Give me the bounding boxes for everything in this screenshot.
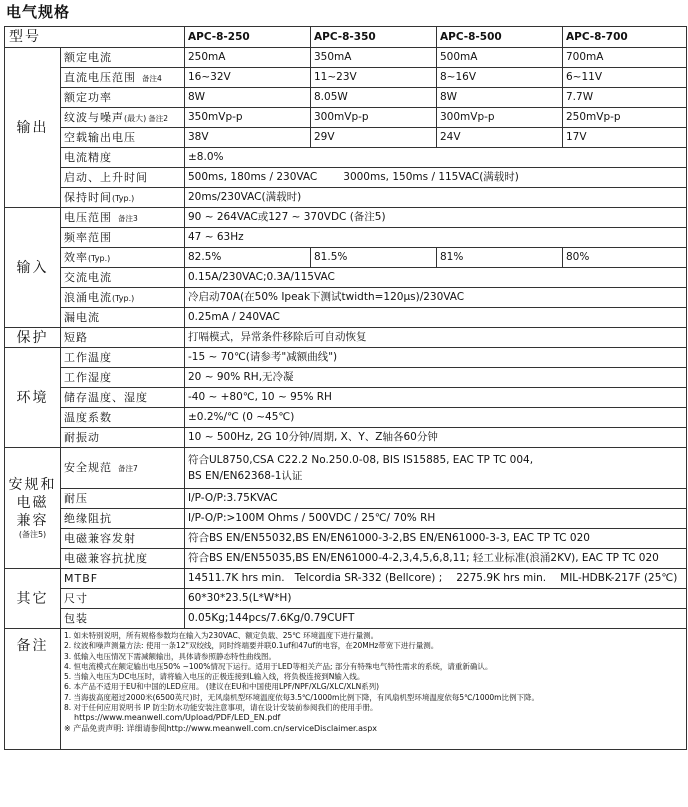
- spec-value: 350mA: [311, 48, 437, 68]
- spec-value: 14511.7K hrs min. Telcordia SR-332 (Bellcore) ; 2275.9K hrs min. MIL-HDBK-217F (25℃): [185, 569, 687, 589]
- model-name: APC-8-500: [437, 27, 563, 48]
- current-tolerance-label: 电流精度: [61, 148, 185, 168]
- working-humidity-label: 工作湿度: [61, 368, 185, 388]
- dc-voltage-label: 直流电压范围 备注4: [61, 68, 185, 88]
- spec-value: 250mVp-p: [563, 108, 687, 128]
- short-circuit-row: [5, 328, 687, 348]
- spec-value: 82.5%: [185, 248, 311, 268]
- ripple-noise-row: [5, 108, 687, 128]
- spec-value: I/P-O/P:>100M Ohms / 500VDC / 25℃/ 70% RH: [185, 509, 687, 529]
- spec-value: -15 ~ 70℃(请参考"减额曲线"): [185, 348, 687, 368]
- open-circuit-voltage-row: [5, 128, 687, 148]
- input-voltage-row: [5, 208, 687, 228]
- spec-value: -40 ~ +80℃, 10 ~ 95% RH: [185, 388, 687, 408]
- current-tolerance-row: [5, 148, 687, 168]
- rated-power-label: 额定功率: [61, 88, 185, 108]
- spec-value: 0.05Kg;144pcs/7.6Kg/0.79CUFT: [185, 609, 687, 629]
- efficiency-row: [5, 248, 687, 268]
- note-line: 8. 对于任何应用说明书 IP 防尘防水功能安装注意事项，请在设计安装前参阅我们的使用手册。: [64, 703, 378, 713]
- temp-coefficient-row: [5, 408, 687, 428]
- mtbf-label: MTBF: [61, 569, 185, 589]
- spec-value: 符合UL8750,CSA C22.2 No.250.0-08, BIS IS15885, EAC TP TC 004, BS EN/EN62368-1认证: [185, 448, 687, 489]
- ripple-noise-label: 纹波与噪声(最大) 备注2: [61, 108, 185, 128]
- spec-table: [4, 26, 687, 750]
- dc-voltage-row: [5, 68, 687, 88]
- emc-emission-row: [5, 529, 687, 549]
- spec-value: 8.05W: [311, 88, 437, 108]
- rated-current-row: [5, 48, 687, 68]
- note-line: 6. 本产品不适用于EU和中国的LED应用。 (建议在EU和中国使用LPF/NPF/XLG/XLC/XLN系列): [64, 682, 380, 692]
- spec-value: 81.5%: [311, 248, 437, 268]
- disclaimer-link[interactable]: http://www.meanwell.com.cn/serviceDisclaimer.aspx: [166, 723, 378, 733]
- isolation-resistance-label: 绝缘阻抗: [61, 509, 185, 529]
- vibration-row: [5, 428, 687, 448]
- model-name: APC-8-350: [311, 27, 437, 48]
- disclaimer-line: ※ 产品免责声明: 详细请参阅http://www.meanwell.com.cn/serviceDisclaimer.aspx: [64, 723, 378, 733]
- section-title: 电气规格: [6, 3, 71, 21]
- spec-value: 700mA: [563, 48, 687, 68]
- manual-link[interactable]: https://www.meanwell.com/Upload/PDF/LED_EN.pdf: [74, 713, 281, 723]
- frequency-label: 频率范围: [61, 228, 185, 248]
- hold-up-time-label: 保持时间(Typ.): [61, 188, 185, 208]
- spec-value: 冷启动70A(在50% Ipeak下测试twidth=120µs)/230VAC: [185, 288, 687, 308]
- spec-value: 16~32V: [185, 68, 311, 88]
- spec-value: 20 ~ 90% RH,无冷凝: [185, 368, 687, 388]
- model-label: 型号: [5, 27, 185, 48]
- setup-rise-time-label: 启动、上升时间: [61, 168, 185, 188]
- spec-value: 8W: [437, 88, 563, 108]
- withstand-voltage-label: 耐压: [61, 489, 185, 509]
- dimension-row: [5, 589, 687, 609]
- working-humidity-row: [5, 368, 687, 388]
- withstand-voltage-row: [5, 489, 687, 509]
- note-line: 1. 如未特别说明，所有规格参数均在输入为230VAC、额定负载、25℃ 环境温度下进行量测。: [64, 631, 379, 640]
- spec-value: 350mVp-p: [185, 108, 311, 128]
- spec-value: 81%: [437, 248, 563, 268]
- inrush-current-label: 浪涌电流(Typ.): [61, 288, 185, 308]
- storage-label: 储存温度、湿度: [61, 388, 185, 408]
- notes-row: [5, 629, 687, 750]
- efficiency-label: 效率(Typ.): [61, 248, 185, 268]
- packing-row: [5, 609, 687, 629]
- spec-value: 8~16V: [437, 68, 563, 88]
- spec-value: 10 ~ 500Hz, 2G 10分钟/周期, X、Y、Z轴各60分钟: [185, 428, 687, 448]
- emc-immunity-label: 电磁兼容抗扰度: [61, 549, 185, 569]
- working-temp-row: [5, 348, 687, 368]
- spec-value: 500mA: [437, 48, 563, 68]
- spec-value: 0.25mA / 240VAC: [185, 308, 687, 328]
- note-line: 5. 当输入电压为DC电压时，请将输入电压的正极连接到L输入线，将负极连接到N输入线。: [64, 672, 365, 682]
- spec-value: ±0.2%/℃ (0 ~45℃): [185, 408, 687, 428]
- note-line: 2. 纹波和噪声测量方法: 使用一条12"双绞线，同时终端要并联0.1uf和47uf的电容，在20MHz带宽下进行量测。: [64, 641, 439, 651]
- leakage-current-label: 漏电流: [61, 308, 185, 328]
- temp-coefficient-label: 温度系数: [61, 408, 185, 428]
- spec-value: 20ms/230VAC(满载时): [185, 188, 687, 208]
- isolation-resistance-row: [5, 509, 687, 529]
- mtbf-row: [5, 569, 687, 589]
- others-category: 其它: [5, 569, 61, 629]
- notes-category: 备注: [5, 629, 61, 750]
- open-circuit-voltage-label: 空载输出电压: [61, 128, 185, 148]
- input-voltage-label: 电压范围 备注3: [61, 208, 185, 228]
- spec-value: 500ms, 180ms / 230VAC 3000ms, 150ms / 115VAC(满载时): [185, 168, 687, 188]
- input-category: 输入: [5, 208, 61, 328]
- spec-value: 90 ~ 264VAC或127 ~ 370VDC (备注5): [185, 208, 687, 228]
- spec-value: 符合BS EN/EN55032,BS EN/EN61000-3-2,BS EN/EN61000-3-3, EAC TP TC 020: [185, 529, 687, 549]
- spec-value: ±8.0%: [185, 148, 687, 168]
- spec-value: 11~23V: [311, 68, 437, 88]
- leakage-current-row: [5, 308, 687, 328]
- inrush-current-row: [5, 288, 687, 308]
- note-line: 4. 恒电流模式在额定输出电压50% ~100%情况下运行。适用于LED等相关产品; 部分有特殊电气特性需求的系统，请重新确认。: [64, 661, 493, 671]
- safety-standards-row: [5, 448, 687, 489]
- spec-value: 250mA: [185, 48, 311, 68]
- spec-value: 38V: [185, 128, 311, 148]
- spec-value: I/P-O/P:3.75KVAC: [185, 489, 687, 509]
- notes-list: [61, 629, 687, 750]
- spec-value: 300mVp-p: [437, 108, 563, 128]
- spec-value: 打嗝模式，异常条件移除后可自动恢复: [185, 328, 687, 348]
- spec-value: 符合BS EN/EN55035,BS EN/EN61000-4-2,3,4,5,6,8,11; 轻工业标准(浪涌2KV), EAC TP TC 020: [185, 549, 687, 569]
- ac-current-row: [5, 268, 687, 288]
- dimension-label: 尺寸: [61, 589, 185, 609]
- spec-value: 0.15A/230VAC;0.3A/115VAC: [185, 268, 687, 288]
- spec-value: 17V: [563, 128, 687, 148]
- working-temp-label: 工作温度: [61, 348, 185, 368]
- emc-emission-label: 电磁兼容发射: [61, 529, 185, 549]
- short-circuit-label: 短路: [61, 328, 185, 348]
- storage-row: [5, 388, 687, 408]
- spec-value: 80%: [563, 248, 687, 268]
- rated-current-label: 额定电流: [61, 48, 185, 68]
- ac-current-label: 交流电流: [61, 268, 185, 288]
- environment-category: 环境: [5, 348, 61, 448]
- frequency-row: [5, 228, 687, 248]
- safety-standards-label: 安全规范 备注7: [61, 448, 185, 489]
- spec-value: 47 ~ 63Hz: [185, 228, 687, 248]
- model-name: APC-8-250: [185, 27, 311, 48]
- spec-value: 24V: [437, 128, 563, 148]
- spec-value: 29V: [311, 128, 437, 148]
- note-line: 3. 低输入电压情况下需减额输出，具体请参照静态特性曲线图。: [64, 651, 277, 661]
- spec-value: 8W: [185, 88, 311, 108]
- safety-emc-category: 安规和 电磁 兼容 (备注5): [5, 448, 61, 569]
- model-header-row: [5, 27, 687, 48]
- note-line: 7. 当海拔高度超过2000米(6500英尺)时，无风扇机型环境温度依每3.5℃/1000m比例下降，有风扇机型环境温度依每5℃/1000m比例下降。: [64, 692, 539, 702]
- rated-power-row: [5, 88, 687, 108]
- spec-value: 300mVp-p: [311, 108, 437, 128]
- setup-rise-time-row: [5, 168, 687, 188]
- protection-category: 保护: [5, 328, 61, 348]
- emc-immunity-row: [5, 549, 687, 569]
- hold-up-time-row: [5, 188, 687, 208]
- vibration-label: 耐振动: [61, 428, 185, 448]
- spec-value: 60*30*23.5(L*W*H): [185, 589, 687, 609]
- packing-label: 包装: [61, 609, 185, 629]
- spec-value: 7.7W: [563, 88, 687, 108]
- model-name: APC-8-700: [563, 27, 687, 48]
- output-category: 输出: [5, 48, 61, 208]
- spec-value: 6~11V: [563, 68, 687, 88]
